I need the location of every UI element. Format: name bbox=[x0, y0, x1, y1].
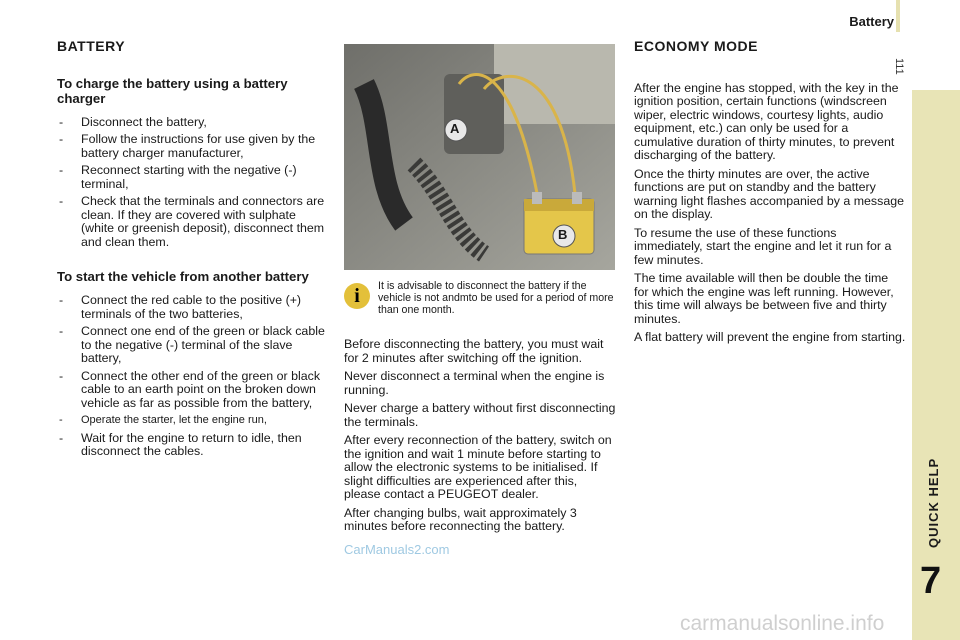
header-divider bbox=[896, 0, 900, 32]
list-item: - Check that the terminals and connectors are clean. If they are covered with sulphate (white or greenish deposit), disconnect them and clean them. bbox=[57, 195, 327, 249]
column-notes bbox=[344, 44, 616, 539]
charge-steps bbox=[57, 116, 327, 250]
paragraph: Never disconnect a terminal when the engine is running. bbox=[344, 369, 605, 397]
paragraph: Before disconnecting the battery, you must wait for 2 minutes after switching off the ignition. bbox=[344, 337, 604, 365]
list-item: - Operate the starter, let the engine run, bbox=[57, 414, 327, 428]
paragraph: After the engine has stopped, with the key in the ignition position, certain functions (windscreen wiper, electric windows, courtesy lights, audio equipment, etc.) can only be used for a cumulative duration of thirty minutes, to prevent discharging of the battery. bbox=[634, 80, 899, 162]
column-economy-mode bbox=[634, 40, 906, 350]
watermark-left: CarManuals2.com bbox=[344, 542, 450, 557]
section-tab bbox=[912, 372, 960, 552]
chapter-sidebar bbox=[912, 90, 960, 640]
list-item: - Connect one end of the green or black cable to the negative (-) terminal of the slave battery, bbox=[57, 325, 327, 366]
paragraph: Never charge a battery without first disconnecting the terminals. bbox=[344, 401, 616, 429]
paragraph: The time available will then be double the time for which the engine was left running. However, this time will always be between five and thirty minutes. bbox=[634, 271, 894, 326]
chapter-number: 7 bbox=[920, 560, 942, 602]
paragraph: To resume the use of these functions immediately, start the engine and let it run for a few minutes. bbox=[634, 225, 892, 267]
watermark-right: carmanualsonline.info bbox=[680, 612, 885, 635]
start-steps bbox=[57, 294, 327, 459]
battery-heading: BATTERY bbox=[57, 38, 126, 54]
engine-bay-illustration bbox=[344, 44, 615, 270]
paragraph: After every reconnection of the battery, switch on the ignition and wait 1 minute before starting to allow the electronic systems to be initialised. If slight difficulties are experienced after this, please contact a PEUGEOT dealer. bbox=[344, 433, 612, 501]
list-item: - Disconnect the battery, bbox=[57, 116, 327, 130]
page-header-title: Battery bbox=[849, 14, 894, 29]
list-item: - Reconnect starting with the negative (-) terminal, bbox=[57, 164, 327, 191]
engine-bay-photo bbox=[344, 44, 615, 270]
list-item: - Connect the red cable to the positive (+) terminals of the two batteries, bbox=[57, 294, 327, 321]
photo-label-b: B bbox=[558, 227, 568, 242]
photo-label-a: A bbox=[450, 121, 460, 136]
start-subheading: To start the vehicle from another battery bbox=[57, 269, 309, 284]
economy-mode-heading: ECONOMY MODE bbox=[634, 38, 758, 54]
page-number: 111 bbox=[893, 58, 905, 75]
info-note-text: It is advisable to disconnect the battery if the vehicle is not andmto be used for a period of more than one month. bbox=[378, 280, 614, 316]
section-tab-label: QUICK HELP bbox=[926, 457, 941, 548]
info-note bbox=[344, 280, 616, 316]
charge-subheading: To charge the battery using a battery charger bbox=[57, 75, 288, 106]
paragraph: Once the thirty minutes are over, the active functions are put on standby and the battery warning light flashes accompanied by a message on the display. bbox=[634, 166, 904, 221]
paragraph: A flat battery will prevent the engine from starting. bbox=[634, 330, 906, 344]
list-item: - Wait for the engine to return to idle, then disconnect the cables. bbox=[57, 432, 327, 459]
list-item: - Connect the other end of the green or black cable to an earth point on the broken down vehicle as far as possible from the battery, bbox=[57, 370, 327, 411]
paragraph: After changing bulbs, wait approximately 3 minutes before reconnecting the battery. bbox=[344, 505, 577, 533]
column-battery bbox=[57, 40, 327, 477]
info-icon: i bbox=[344, 283, 370, 309]
list-item: - Follow the instructions for use given by the battery charger manufacturer, bbox=[57, 133, 327, 160]
